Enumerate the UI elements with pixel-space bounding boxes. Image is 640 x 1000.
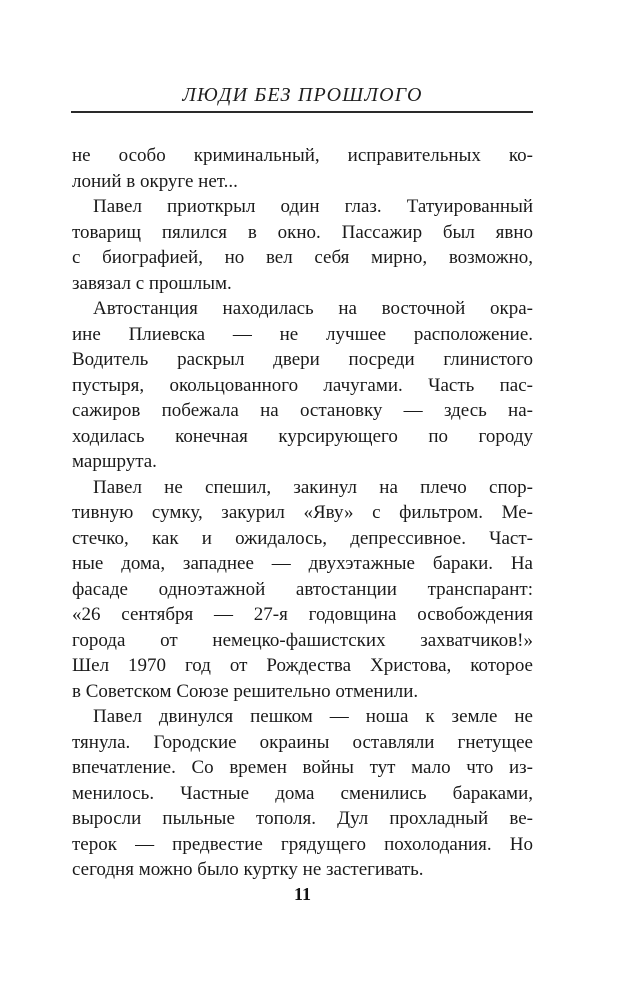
text-line: с биографией, но вел себя мирно, возможно,: [72, 247, 533, 268]
text-line: Павел не спешил, закинул на плечо спор-: [93, 476, 533, 498]
text-line: Павел приоткрыл один глаз. Татуированный: [93, 196, 533, 217]
text-line: «26 сентября — 27-я годовщина освобождения: [72, 604, 533, 625]
text-line: терок — предвестие грядущего похолодания. Но: [72, 833, 533, 855]
text-line: тянула. Городские окраины оставляли гнетущее: [72, 731, 533, 753]
text-line: ине Плиевска — не лучшее расположение.: [72, 323, 533, 345]
text-line: впечатление. Со времен войны тут мало что из-: [72, 757, 533, 778]
text-line: в Советском Союзе решительно отменили.: [72, 680, 419, 702]
header-rule: [71, 111, 533, 113]
text-line: сажиров побежала на остановку — здесь на-: [72, 400, 533, 421]
text-line: фасаде одноэтажной автостанции транспарант:: [72, 578, 533, 600]
text-line: менилось. Частные дома сменились бараками,: [72, 782, 533, 804]
running-head-title: ЛЮДИ БЕЗ ПРОШЛОГО: [182, 84, 423, 106]
text-line: тивную сумку, закурил «Яву» с фильтром. Ме-: [72, 502, 533, 523]
text-line: города от немецко-фашистских захватчиков!»: [72, 629, 533, 651]
text-line: пустыря, окольцованного лачугами. Часть пас-: [72, 374, 533, 396]
text-line: ходилась конечная курсирующего по городу: [72, 425, 533, 447]
text-line: не особо криминальный, исправительных ко-: [72, 145, 533, 166]
text-body: [72, 143, 533, 883]
text-line: выросли пыльные тополя. Дул прохладный ве-: [72, 808, 533, 829]
text-line: стечко, как и ожидалось, депрессивное. Част-: [72, 527, 533, 549]
page-number: 11: [293, 884, 311, 904]
text-line: товарищ пялился в окно. Пассажир был явно: [72, 221, 533, 243]
text-line: лоний в округе нет...: [72, 170, 238, 192]
text-line: завязал с прошлым.: [72, 272, 232, 294]
text-line: Шел 1970 год от Рождества Христова, которое: [72, 655, 533, 676]
text-line: сегодня можно было куртку не застегивать.: [72, 859, 424, 880]
text-line: ные дома, западнее — двухэтажные бараки. На: [72, 553, 533, 574]
text-line: Автостанция находилась на восточной окра-: [93, 298, 533, 319]
text-line: маршрута.: [72, 451, 157, 472]
text-line: Павел двинулся пешком — ноша к земле не: [93, 706, 533, 727]
text-line: Водитель раскрыл двери посреди глинистого: [72, 349, 533, 370]
